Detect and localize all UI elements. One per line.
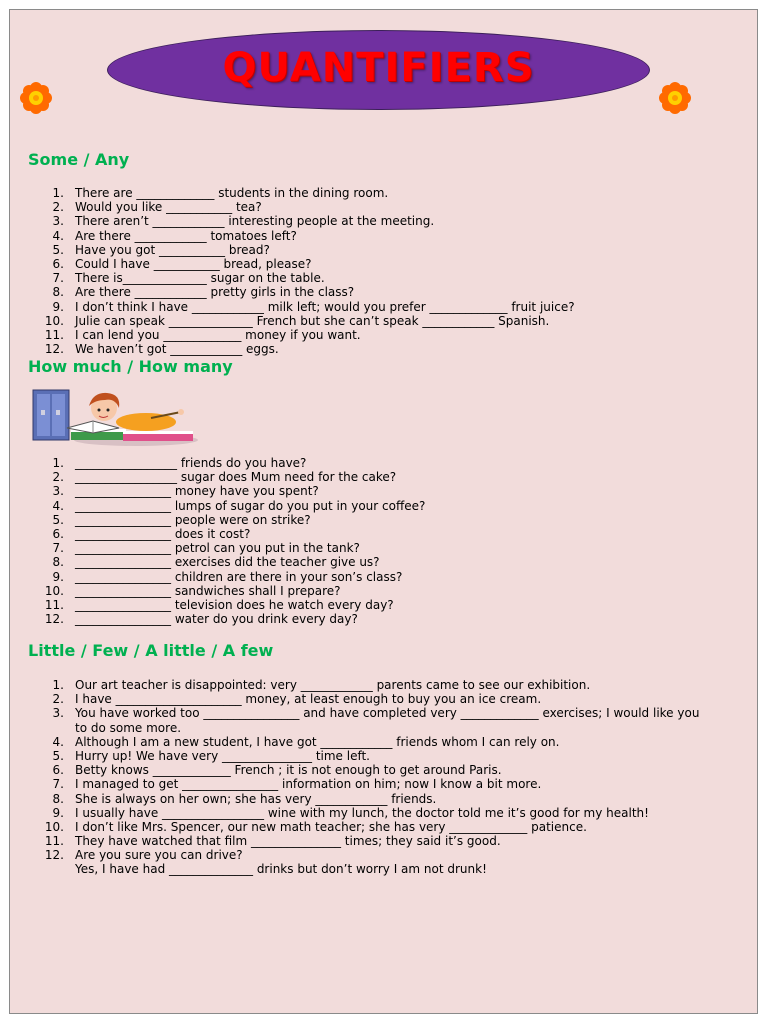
list-item: 11. I can lend you _____________ money if you want. [44,327,361,342]
some-any-list [10,186,759,356]
list-item: 6. Could I have ___________ bread, please? [52,256,312,271]
list-item: 4. ________________ lumps of sugar do you put in your coffee? [52,498,426,513]
list-item: 8. She is always on her own; she has very ____________ friends. [52,791,437,806]
list-item: 5. Hurry up! We have very _______________ time left. [52,748,370,763]
list-item: 2. _________________ sugar does Mum need for the cake? [52,470,397,485]
list-item: 5. ________________ people were on strike? [52,512,311,527]
title-banner [107,30,650,110]
list-item: 11. They have watched that film _______________ times; they said it’s good. [44,834,501,849]
little-few-list [10,678,759,877]
section-heading-some-any: Some / Any [28,150,130,169]
list-item: 7. I managed to get ________________ information on him; now I know a bit more. [52,777,542,792]
list-item: 10. ________________ sandwiches shall I prepare? [44,583,341,598]
section-heading-little-few: Little / Few / A little / A few [28,641,274,660]
list-item: 1. Our art teacher is disappointed: very ____________ parents came to see our exhibition. [52,678,591,692]
list-item: 10. Julie can speak ______________ French but she can’t speak ____________ Spanish. [44,313,550,328]
list-item-continuation: Yes, I have had ______________ drinks but don’t worry I am not drunk! [75,862,487,877]
list-item: 9. I usually have _________________ wine with my lunch, the doctor told me it’s good for my health! [52,805,649,820]
worksheet-page [9,9,758,1014]
list-item: 9. ________________ children are there in your son’s class? [52,569,403,584]
list-item: 8. ________________ exercises did the teacher give us? [52,555,380,570]
list-item: 3. ________________ money have you spent? [52,484,319,499]
list-item: 12. Are you sure you can drive? [44,848,243,863]
how-much-many-list [10,456,759,626]
list-item: 12. We haven’t got ____________ eggs. [44,342,279,357]
list-item: 2. I have _____________________ money, at least enough to buy you an ice cream. [52,692,542,707]
list-item: 1. There are _____________ students in the dining room. [52,186,389,200]
list-item: 12. ________________ water do you drink every day? [44,612,358,627]
list-item-continuation: to do some more. [75,720,182,735]
list-item: 8. Are there ____________ pretty girls in the class? [52,285,355,300]
list-item: 7. ________________ petrol can you put in the tank? [52,541,360,556]
flower-icon [658,81,692,115]
list-item: 1. _________________ friends do you have? [52,456,307,470]
list-item: 4. Although I am a new student, I have got ____________ friends whom I can rely on. [52,734,560,749]
list-item: 3. There aren’t ____________ interesting people at the meeting. [52,214,435,229]
list-item: 9. I don’t think I have ____________ milk left; would you prefer _____________ fruit juice? [52,299,575,314]
list-item: 3. You have worked too ________________ and have completed very _____________ exercises; I would like you [52,706,700,721]
list-item: 11. ________________ television does he watch every day? [44,597,394,612]
list-item: 2. Would you like ___________ tea? [52,200,262,215]
list-item: 10. I don’t like Mrs. Spencer, our new math teacher; she has very _____________ patience. [44,819,587,834]
list-item: 6. Betty knows _____________ French ; it is not enough to get around Paris. [52,763,502,778]
flower-icon [19,81,53,115]
section-heading-how-much-many: How much / How many [28,357,233,376]
girl-reading-books-illustration [31,388,201,448]
list-item: 4. Are there ____________ tomatoes left? [52,228,297,243]
list-item: 7. There is______________ sugar on the table. [52,271,325,286]
list-item: 6. ________________ does it cost? [52,526,251,541]
list-item: 5. Have you got ___________ bread? [52,242,270,257]
page-title: QUANTIFIERS [222,45,535,91]
